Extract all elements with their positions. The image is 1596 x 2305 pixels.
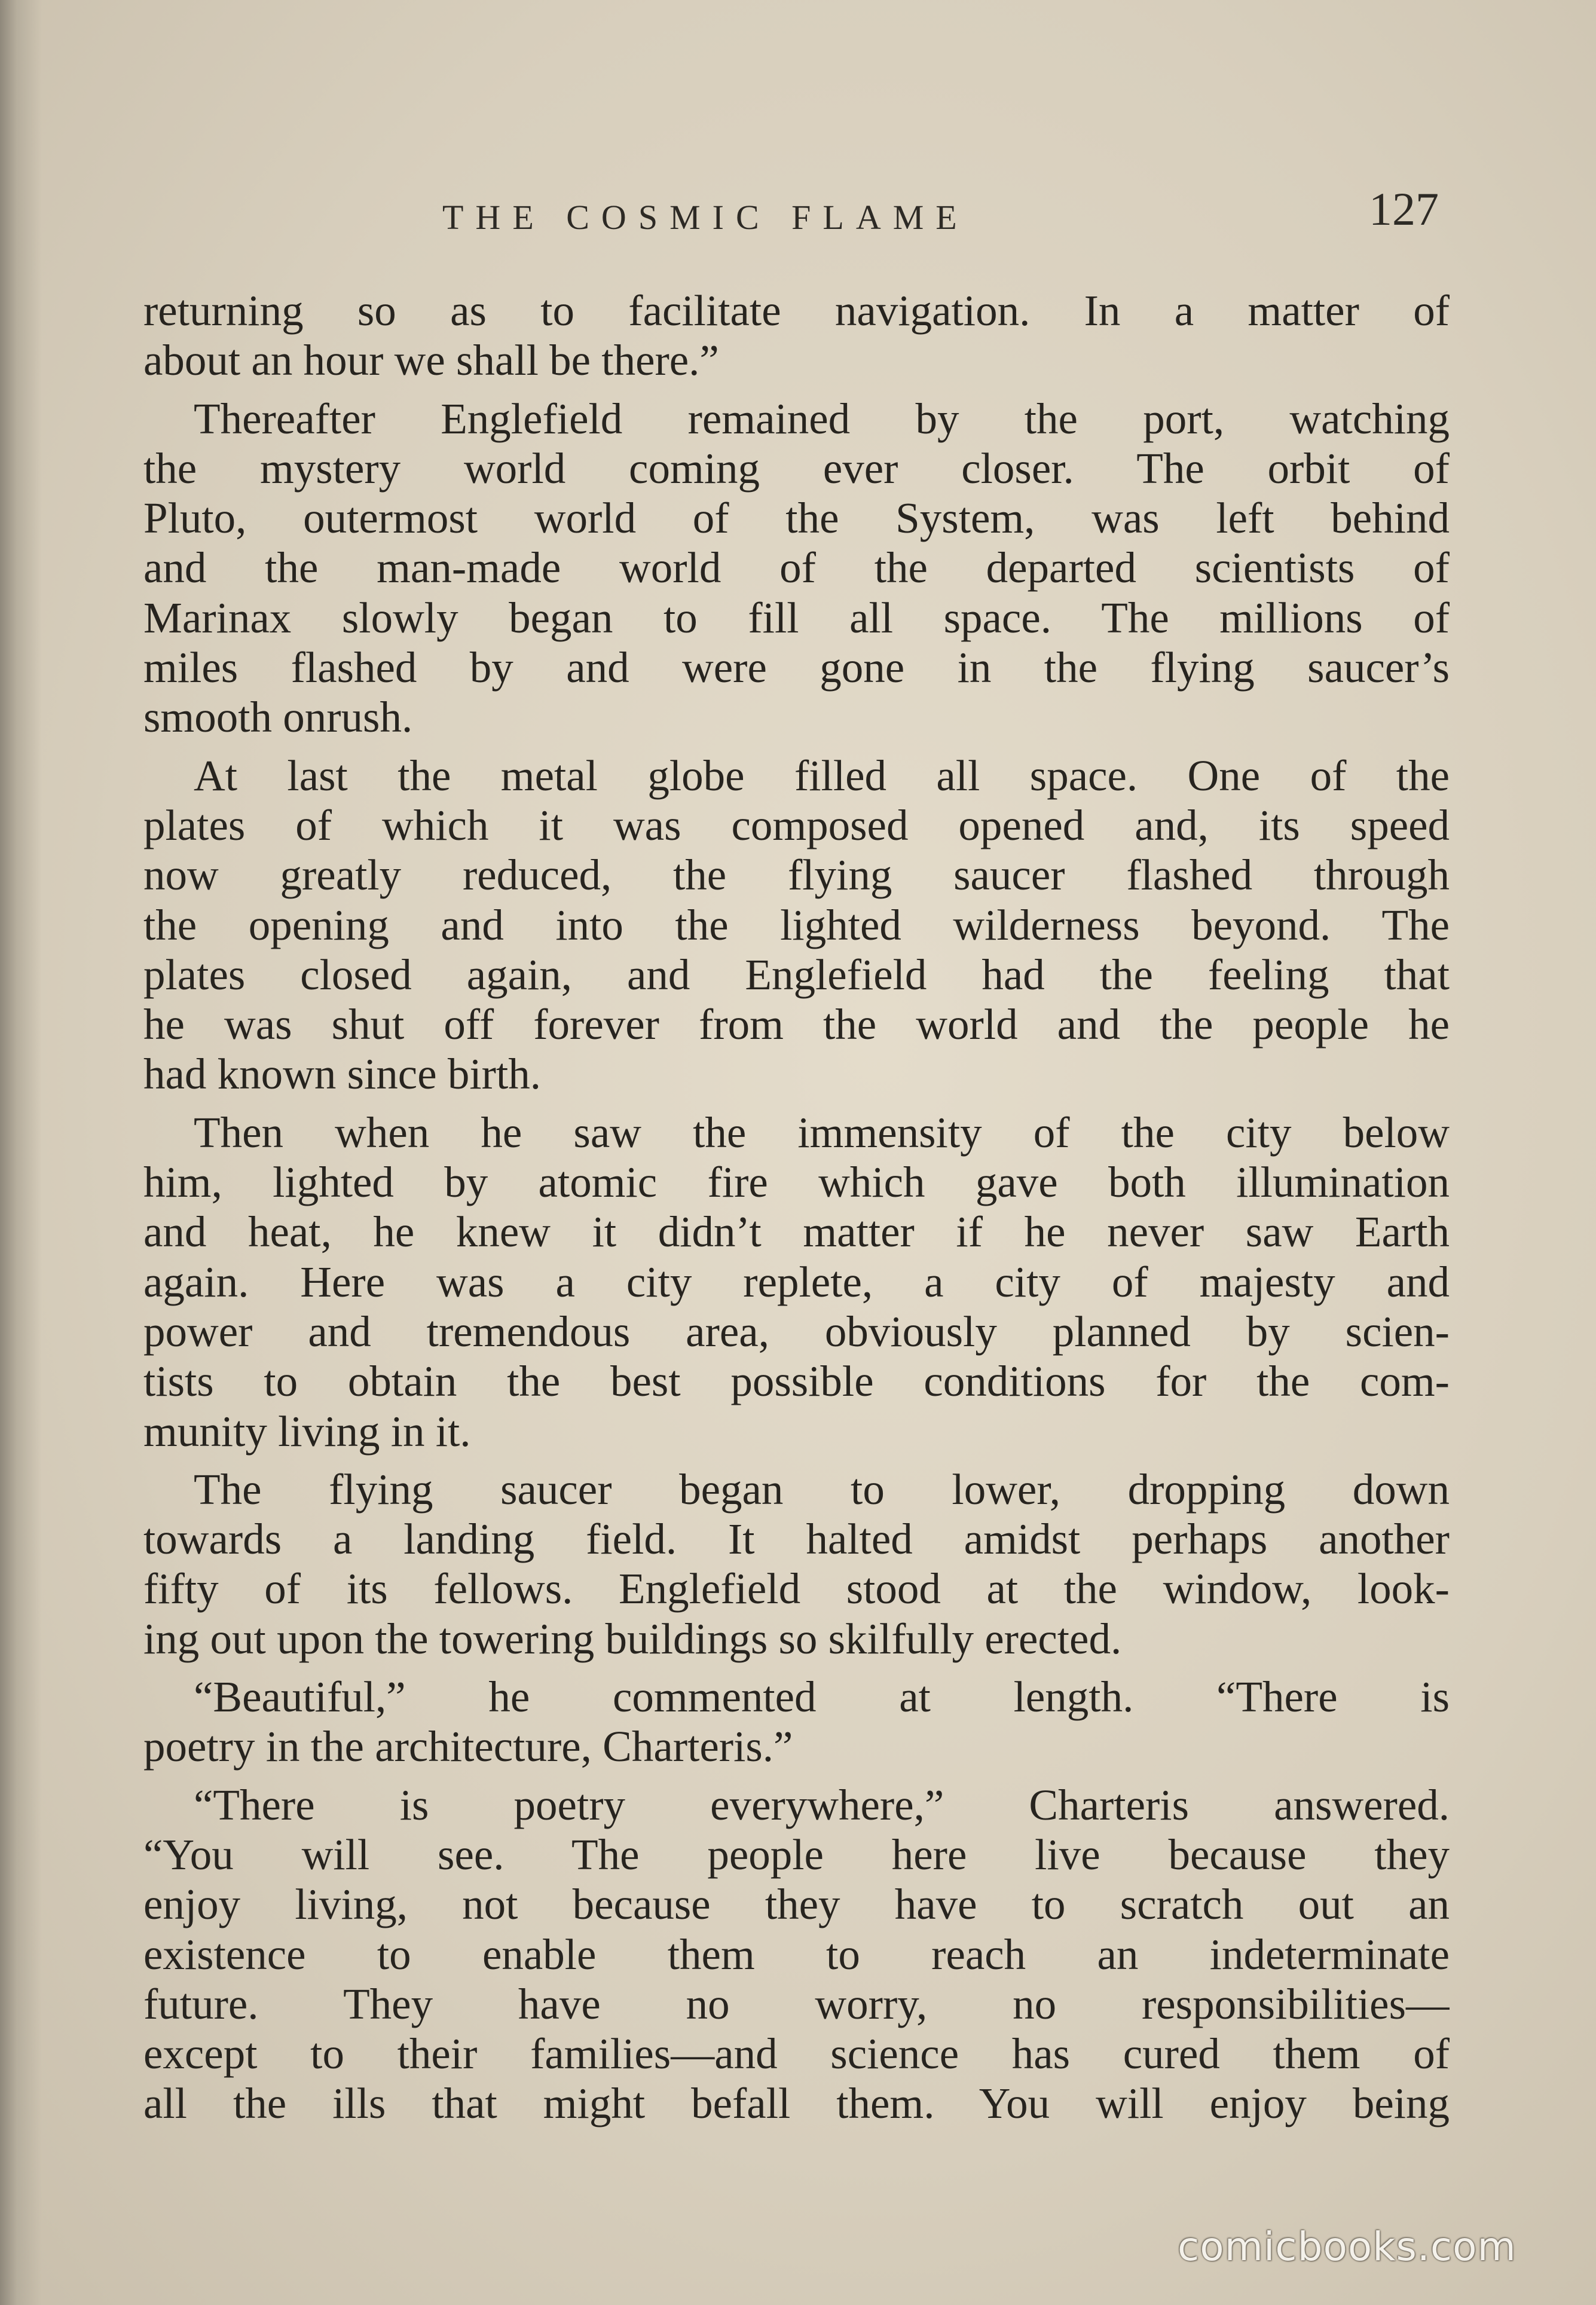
paragraph-gap [143,386,1450,394]
text-line: The flying saucer began to lower, dropping down [194,1465,1450,1514]
text-line: all the ills that might befall them. You will enjoy being [143,2079,1450,2128]
text-line: smooth onrush. [143,693,413,742]
text-line: future. They have no worry, no responsibilities— [143,1979,1450,2028]
paragraph-gap [143,742,1450,751]
text-line: him, lighted by atomic fire which gave both illumination [143,1158,1450,1207]
text-line: At last the metal globe filled all space. One of the [194,751,1450,800]
running-head-title: THE COSMIC FLAME [442,198,969,237]
text-line: poetry in the architecture, Charteris.” [143,1722,793,1771]
text-line: and heat, he knew it didn’t matter if he never saw Earth [143,1207,1450,1257]
text-line: and the man-made world of the departed scientists of [143,543,1450,592]
paragraph-gap [143,1772,1450,1780]
text-line: tists to obtain the best possible conditions for the com- [143,1357,1450,1406]
text-line: fifty of its fellows. Englefield stood at the window, look- [143,1564,1450,1613]
text-line: “You will see. The people here live because they [143,1830,1450,1879]
text-line: had known since birth. [143,1050,541,1099]
text-line: again. Here was a city replete, a city of majesty and [143,1257,1450,1306]
text-line: Thereafter Englefield remained by the port, watching [194,394,1450,443]
text-line: miles flashed by and were gone in the flying saucer’s [143,643,1450,692]
watermark: comicbooks.com [1178,2224,1516,2270]
text-line: now greatly reduced, the flying saucer flashed through [143,851,1450,900]
paragraph-gap [143,1099,1450,1108]
text-line: he was shut off forever from the world and the people he [143,1000,1450,1049]
text-line: Pluto, outermost world of the System, was left behind [143,494,1450,543]
body-text [143,286,1450,2129]
text-line: about an hour we shall be there.” [143,336,719,385]
text-line: plates closed again, and Englefield had the feeling that [143,950,1450,999]
text-line: towards a landing field. It halted amidst perhaps another [143,1515,1450,1564]
text-line: munity living in it. [143,1407,471,1456]
page-number: 127 [1369,183,1439,235]
text-line: Marinax slowly began to fill all space. The millions of [143,593,1450,642]
text-line: existence to enable them to reach an indeterminate [143,1930,1450,1979]
paragraph-gap [143,1664,1450,1672]
text-line: except to their families—and science has cured them of [143,2029,1450,2078]
text-line: ing out upon the towering buildings so skilfully erected. [143,1614,1122,1663]
text-line: power and tremendous area, obviously planned by scien- [143,1307,1450,1356]
text-line: “There is poetry everywhere,” Charteris answered. [194,1780,1450,1829]
text-line: “Beautiful,” he commented at length. “There is [194,1673,1450,1722]
text-line: enjoy living, not because they have to scratch out an [143,1880,1450,1929]
text-line: returning so as to facilitate navigation. In a matter of [143,286,1450,335]
text-line: plates of which it was composed opened and, its speed [143,800,1450,849]
text-line: the mystery world coming ever closer. The orbit of [143,444,1450,493]
paragraph-gap [143,1456,1450,1465]
text-line: Then when he saw the immensity of the city below [194,1108,1450,1157]
text-line: the opening and into the lighted wilderness beyond. The [143,900,1450,949]
